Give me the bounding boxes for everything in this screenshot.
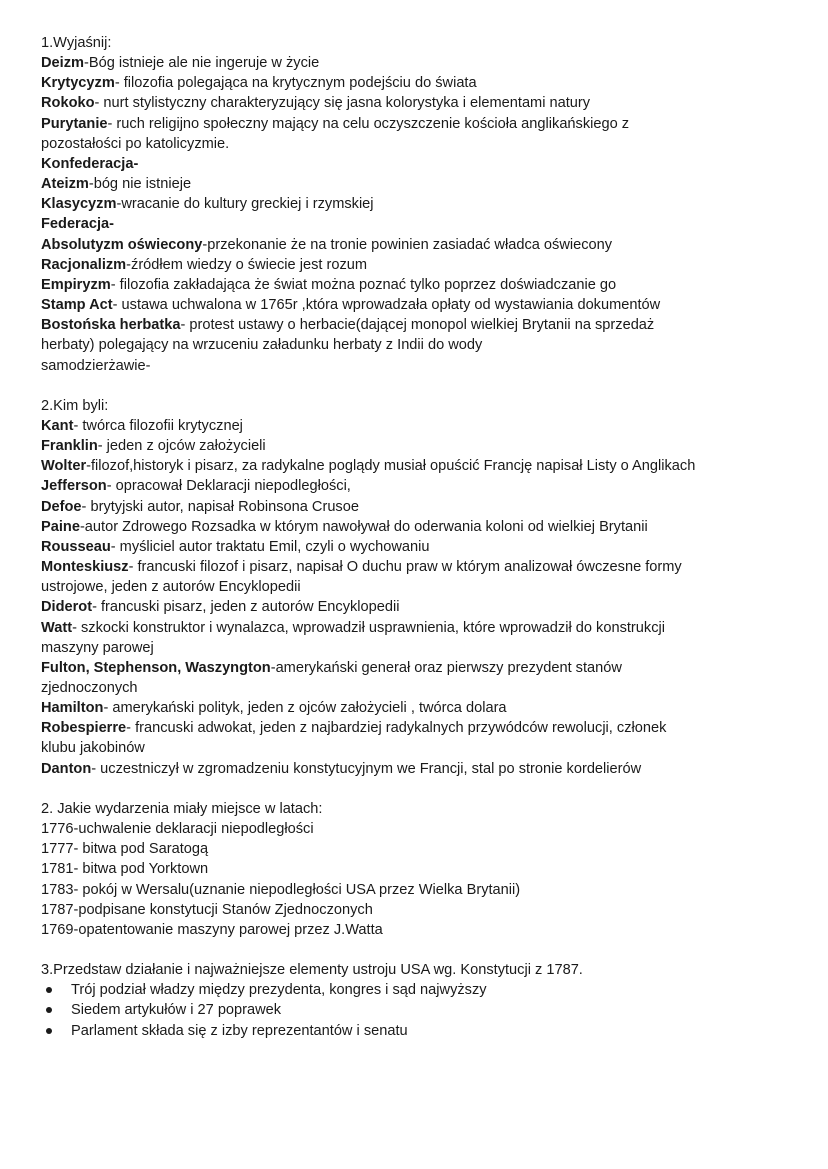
person-description: - szkocki konstruktor i wynalazca, wprowadził usprawnienia, które wprowadził do konstrukcji (72, 619, 665, 636)
person-item (41, 658, 801, 698)
document-page (41, 33, 801, 1041)
person-description: - jeden z ojców założycieli (97, 438, 266, 455)
definition-item (41, 154, 801, 174)
person-description: -amerykański generał oraz pierwszy prezydent stanów (270, 659, 622, 676)
bullet-item (41, 1000, 801, 1020)
person-name: Monteskiusz (41, 559, 129, 576)
definition: -przekonanie że na tronie powinien zasiadać władca oświecony (202, 236, 613, 253)
event-item: 1787-podpisane konstytucji Stanów Zjednoczonych (41, 901, 373, 918)
definition: - (133, 155, 139, 172)
person-description: - opracował Deklaracji niepodległości, (106, 478, 351, 495)
section-heading: 2.Kim byli: (41, 397, 109, 414)
term: Absolutyzm oświecony (41, 236, 203, 253)
person-description: - francuski filozof i pisarz, napisał O duchu praw w którym analizował ówczesne formy (128, 559, 682, 576)
spacer (41, 779, 801, 799)
definition-item (41, 214, 801, 234)
term: Purytanie (41, 115, 108, 132)
definition: - filozofia zakładająca że świat można poznać tylko poprzez doświadczanie go (110, 276, 617, 293)
person-name: Watt (41, 619, 73, 636)
person-name: Kant (41, 417, 74, 434)
bullet-icon (46, 1007, 52, 1013)
bullet-text: Trój podział władzy między prezydenta, kongres i sąd najwyższy (71, 982, 487, 999)
spacer (41, 940, 801, 960)
person-description-continuation: klubu jakobinów (41, 740, 145, 757)
section-who-were-they (41, 396, 801, 779)
term: Deizm (41, 55, 84, 72)
person-name: Fulton, Stephenson, Waszyngton (41, 659, 271, 676)
section-us-constitution (41, 960, 801, 1041)
person-name: Robespierre (41, 720, 127, 737)
definition-item (41, 114, 801, 154)
definition: -bóg nie istnieje (88, 176, 192, 193)
bullet-text: Siedem artykułów i 27 poprawek (71, 1002, 282, 1019)
bullet-icon (46, 1028, 52, 1034)
definition: - ruch religijno społeczny mający na celu oczyszczenie kościoła anglikańskiego z (107, 115, 630, 132)
person-item (41, 517, 801, 537)
person-item (41, 436, 801, 456)
definition-item (41, 73, 801, 93)
person-description: - francuski adwokat, jeden z najbardziej radykalnych przywódców rewolucji, członek (126, 720, 667, 737)
definition: - filozofia polegająca na krytycznym podejściu do świata (114, 75, 477, 92)
person-description: - francuski pisarz, jeden z autorów Encyklopedii (92, 599, 400, 616)
person-name: Diderot (41, 599, 93, 616)
term: Empiryzm (41, 276, 111, 293)
person-name: Defoe (41, 498, 82, 515)
definition: - nurt stylistyczny charakteryzujący się jasna kolorystyka i elementami natury (94, 95, 591, 112)
definition: -źródłem wiedzy o świecie jest rozum (126, 256, 368, 273)
definition-item-trailing: samodzierżawie- (41, 357, 151, 374)
event-item: 1777- bitwa pod Saratogą (41, 841, 209, 858)
bullet-text: Parlament składa się z izby reprezentantów i senatu (71, 1022, 408, 1039)
definition-item (41, 93, 801, 113)
person-name: Wolter (41, 458, 87, 475)
definition-item (41, 275, 801, 295)
bullet-item (41, 1021, 801, 1041)
person-description: - brytyjski autor, napisał Robinsona Crusoe (81, 498, 359, 515)
person-name: Hamilton (41, 700, 104, 717)
term: Federacja (41, 216, 110, 233)
person-item (41, 476, 801, 496)
definition-item (41, 174, 801, 194)
person-item (41, 718, 801, 758)
section-heading: 2. Jakie wydarzenia miały miejsce w latach: (41, 800, 323, 817)
term: Klasycyzm (41, 196, 117, 213)
term: Konfederacja (41, 155, 134, 172)
person-name: Franklin (41, 438, 98, 455)
section-events-by-year (41, 799, 801, 940)
term: Ateizm (41, 176, 89, 193)
term: Krytycyzm (41, 75, 115, 92)
person-name: Rousseau (41, 538, 111, 555)
person-item (41, 698, 801, 718)
definition-item (41, 53, 801, 73)
definition-item (41, 235, 801, 255)
definition: - (109, 216, 115, 233)
person-item (41, 557, 801, 597)
definition: - ustawa uchwalona w 1765r ,która wprowadzała opłaty od wystawiania dokumentów (112, 297, 661, 314)
person-description-continuation: maszyny parowej (41, 639, 154, 656)
term: Racjonalizm (41, 256, 127, 273)
person-description: -filozof,historyk i pisarz, za radykalne poglądy musiał opuścić Francję napisał Listy o Anglikach (86, 458, 696, 475)
person-description: -autor Zdrowego Rozsadka w którym nawoływał do oderwania koloni od wielkiej Brytanii (79, 518, 648, 535)
person-description: - myśliciel autor traktatu Emil, czyli o wychowaniu (110, 538, 430, 555)
person-item (41, 759, 801, 779)
term: Stamp Act (41, 297, 113, 314)
definition: -wracanie do kultury greckiej i rzymskiej (116, 196, 374, 213)
person-item (41, 416, 801, 436)
person-name: Jefferson (41, 478, 107, 495)
term: Rokoko (41, 95, 95, 112)
person-item (41, 456, 801, 476)
person-description: - amerykański polityk, jeden z ojców założycieli , twórca dolara (103, 700, 507, 717)
definition-continuation: herbaty) polegający na wrzuceniu załadunku herbaty z Indii do wody (41, 337, 483, 354)
definition-continuation: pozostałości po katolicyzmie. (41, 135, 230, 152)
definition: -Bóg istnieje ale nie ingeruje w życie (83, 55, 320, 72)
section-definitions (41, 33, 801, 376)
definition: - protest ustawy o herbacie(dającej monopol wielkiej Brytanii na sprzedaż (180, 317, 655, 334)
person-item (41, 537, 801, 557)
bullet-icon (46, 987, 52, 993)
section-heading: 1.Wyjaśnij: (41, 35, 112, 51)
person-item (41, 618, 801, 658)
spacer (41, 376, 801, 396)
person-description-continuation: zjednoczonych (41, 679, 138, 696)
bullet-list (41, 980, 801, 1040)
definition-item (41, 255, 801, 275)
definition-item (41, 194, 801, 214)
person-item (41, 497, 801, 517)
person-name: Danton (41, 760, 92, 777)
person-description: - twórca filozofii krytycznej (73, 417, 243, 434)
definition-item (41, 295, 801, 315)
definition-item (41, 315, 801, 355)
term: Bostońska herbatka (41, 317, 181, 334)
event-item: 1769-opatentowanie maszyny parowej przez J.Watta (41, 921, 383, 938)
bullet-item (41, 980, 801, 1000)
person-description: - uczestniczył w zgromadzeniu konstytucyjnym we Francji, stal po stronie kordelierów (91, 760, 642, 777)
person-item (41, 597, 801, 617)
event-item: 1776-uchwalenie deklaracji niepodległości (41, 821, 314, 838)
section-heading: 3.Przedstaw działanie i najważniejsze elementy ustroju USA wg. Konstytucji z 1787. (41, 962, 583, 979)
event-item: 1781- bitwa pod Yorktown (41, 861, 209, 878)
person-name: Paine (41, 518, 80, 535)
event-item: 1783- pokój w Wersalu(uznanie niepodległości USA przez Wielka Brytanii) (41, 881, 521, 898)
person-description-continuation: ustrojowe, jeden z autorów Encyklopedii (41, 579, 301, 596)
